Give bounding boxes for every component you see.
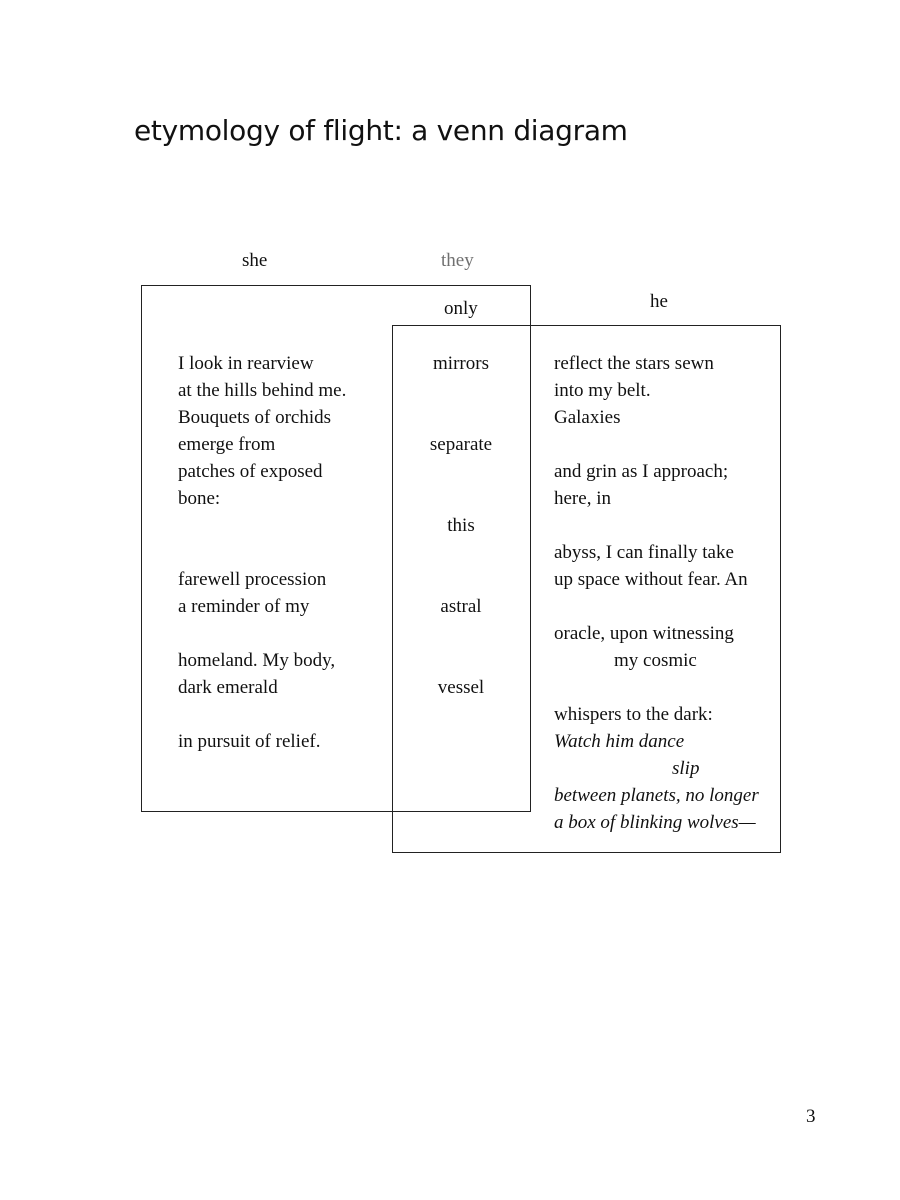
poem-title: etymology of flight: a venn diagram xyxy=(134,114,628,147)
he-line: abyss, I can finally take xyxy=(554,542,734,563)
she-line: bone: xyxy=(178,488,221,509)
he-line-italic: a box of blinking wolves— xyxy=(554,812,756,833)
they-line: mirrors xyxy=(433,353,489,374)
they-line xyxy=(400,647,522,674)
he-line-italic: between planets, no longer xyxy=(554,785,759,806)
they-line: vessel xyxy=(437,677,485,698)
she-line: a reminder of my xyxy=(178,596,310,617)
he-line: reflect the stars sewn xyxy=(554,353,714,374)
they-line: this xyxy=(447,515,475,536)
they-line xyxy=(400,404,522,431)
she-line: in pursuit of relief. xyxy=(178,731,321,752)
they-line xyxy=(400,620,522,647)
he-line: here, in xyxy=(554,488,611,509)
she-line: dark emerald xyxy=(178,677,278,698)
she-line: I look in rearview xyxy=(178,353,314,374)
she-label: she xyxy=(242,250,268,271)
he-line xyxy=(554,512,759,539)
they-line: astral xyxy=(440,596,482,617)
he-line-italic: slip xyxy=(672,758,700,779)
he-line: into my belt. xyxy=(554,380,651,401)
he-line xyxy=(554,431,759,458)
he-line xyxy=(554,593,759,620)
they-text xyxy=(400,350,522,701)
she-line: Bouquets of orchids xyxy=(178,407,332,428)
he-line: whispers to the dark: xyxy=(554,704,713,725)
they-line xyxy=(400,566,522,593)
he-text xyxy=(554,350,759,836)
he-line-italic: Watch him dance xyxy=(554,731,685,752)
only-word: only xyxy=(444,298,478,319)
she-line: patches of exposed xyxy=(178,461,323,482)
he-line: oracle, upon witnessing xyxy=(554,623,734,644)
he-line: Galaxies xyxy=(554,407,621,428)
she-line xyxy=(178,539,346,566)
they-line xyxy=(400,485,522,512)
they-line xyxy=(400,377,522,404)
she-line: emerge from xyxy=(178,434,276,455)
she-line: homeland. My body, xyxy=(178,650,336,671)
she-line: at the hills behind me. xyxy=(178,380,347,401)
he-line: my cosmic xyxy=(614,650,697,671)
page-number: 3 xyxy=(806,1106,816,1127)
she-line: farewell procession xyxy=(178,569,327,590)
she-line xyxy=(178,701,346,728)
she-text xyxy=(178,350,346,755)
she-line xyxy=(178,512,346,539)
he-line: up space without fear. An xyxy=(554,569,748,590)
he-line: and grin as I approach; xyxy=(554,461,729,482)
they-line xyxy=(400,539,522,566)
she-line xyxy=(178,620,346,647)
they-line xyxy=(400,458,522,485)
they-line: separate xyxy=(429,434,493,455)
he-label: he xyxy=(650,291,668,312)
he-line xyxy=(554,674,759,701)
they-label: they xyxy=(441,250,474,271)
